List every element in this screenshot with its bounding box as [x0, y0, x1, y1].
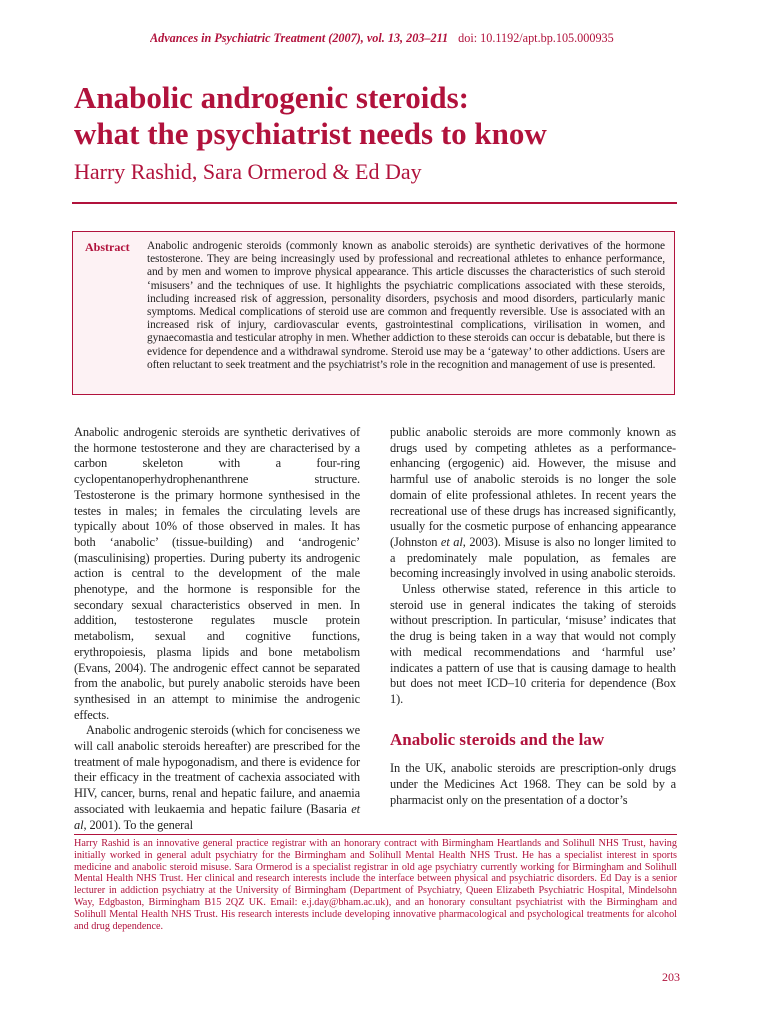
abstract-box — [72, 231, 675, 395]
journal-citation — [150, 31, 678, 46]
body-column-right — [390, 425, 676, 808]
paragraph-text: Anabolic androgenic steroids are synthetic derivatives of the hormone testosterone and they are characterised by a carbon skeleton with a four-ring cyclopentanoperhydrophenanthrene structure. Testosterone is the primary hormone synthesised in the testes in males; in females the circulating levels are typically about 10% of those observed in males. It has both ‘anabolic’ (tissue-building) and ‘androgenic’ (masculinising) properties. During puberty its androgenic action is central to the development of the male phenotype, and the hormone is responsible for the secondary sexual characteristics observed in men. In addition, testosterone regulates muscle protein metabolism, sexual and cognitive functions, erythropoiesis, plasma lipids and bone metabolism (Evans, 2004). The androgenic effect cannot be separated from the anabolic, but purely anabolic steroids have been synthesised in an attempt to minimise the androgenic effects. — [74, 425, 360, 722]
abstract-label: Abstract — [85, 240, 130, 254]
title-line-1: Anabolic androgenic steroids: — [74, 80, 469, 115]
paragraph — [390, 425, 676, 582]
paragraph-text: , 2001). To the general — [83, 817, 193, 832]
title-divider — [72, 202, 677, 204]
authors: Harry Rashid, Sara Ormerod & Ed Day — [74, 159, 422, 184]
paragraph — [74, 723, 360, 833]
article-title — [74, 80, 684, 152]
paragraph-text: public anabolic steroids are more commonly known as drugs used by competing athletes as a performance-enhancing (ergogenic) aid. However, the misuse and harmful use of anabolic steroids is no longer the sole domain of elite professional athletes. In recent years the recreational use of these drugs has increased significantly, usually for the cosmetic purpose of enhancing appearance (Johnston — [390, 425, 676, 549]
paragraph: Unless otherwise stated, reference in this article to steroid use in general indicates the taking of steroids without prescription. In particular, ‘misuse’ indicates that the drug is being taken in a way that would not comply with medical recommendations and ‘harmful use’ indicates a pattern of use that is causing damage to health but does not meet ICD–10 criteria for dependence (Box 1). — [390, 582, 676, 706]
paragraph-text: Anabolic androgenic steroids (which for conciseness we will call anabolic steroids hereafter) are prescribed for the treatment of male hypogonadism, and there is evidence for their efficacy in the treatment of cachexia associated with HIV, cancer, burns, renal and hepatic failure, and anaemia associated with leukaemia and hepatic failure (Basaria — [74, 723, 360, 816]
paragraph — [74, 425, 360, 723]
section-heading: Anabolic steroids and the law — [390, 729, 605, 749]
citation-etal: et al — [440, 534, 463, 549]
doi-link[interactable]: doi: 10.1192/apt.bp.105.000935 — [458, 31, 614, 45]
citation-etal: et al — [74, 801, 360, 832]
author-footnote: Harry Rashid is an innovative general practice registrar with an honorary contract with Birmingham Heartlands and Solihull NHS Trust, having initially worked in general adult psychiatry for the Birmingham and Solihull Mental Health NHS Trust. He has a specialist interest in sports medicine and anabolic steroid misuse. Sara Ormerod is a specialist registrar in old age psychiatry currently working for Birmingham and Solihull Mental Health NHS Trust. Her clinical and research interests include the interface between physical and psychiatric disorders. Ed Day is a senior lecturer in addiction psychiatry at the University of Birmingham (Department of Psychiatry, Queen Elizabeth Psychiatric Hospital, Mindelsohn Way, Edgbaston, Birmingham B15 2QZ UK. Email: e.j.day@bham.ac.uk), and an honorary consultant psychiatrist with the Birmingham and Solihull Mental Health NHS Trust. His research interests include developing innovative pharmacological and psychological treatments for alcohol and drug dependence. — [74, 834, 677, 932]
body-column-left — [74, 425, 360, 833]
page-number: 203 — [662, 970, 680, 984]
abstract-text: Anabolic androgenic steroids (commonly known as anabolic steroids) are synthetic derivatives of the hormone testosterone. They are being increasingly used by professional and recreational athletes to enhance performance, and by men and women to improve physical appearance. This article discusses the characteristics of such steroid ‘misusers’ and the techniques of use. It highlights the psychiatric complications associated with these steroids, including increased risk of aggression, personality disorders, psychosis and mood disorders, particularly manic symptoms. Medical complications of steroid use are common and frequently reversible. Use is associated with an increased risk of injury, cardiovascular events, gastrointestinal complications, virilisation in women, and gynaecomastia and testicular atrophy in men. Whether addiction to these steroids can occur is debatable, but there is evidence for dependence and a withdrawal syndrome. Steroid use may be a ‘gateway’ to other addictions. Users are often reluctant to seek treatment and the psychiatrist’s role in the recognition and management of use is presented. — [147, 240, 665, 371]
title-line-2: what the psychiatrist needs to know — [74, 116, 547, 151]
journal-name: Advances in Psychiatric Treatment (2007), vol. 13, 203–211 — [150, 31, 449, 45]
paragraph-text: , 2003). Misuse is also no longer limited to a predominately male population, as females are becoming increasingly involved in using anabolic steroids. — [390, 534, 677, 581]
paragraph: In the UK, anabolic steroids are prescription-only drugs under the Medicines Act 1968. They can be sold by a pharmacist only on the presentation of a doctor’s — [390, 761, 676, 807]
